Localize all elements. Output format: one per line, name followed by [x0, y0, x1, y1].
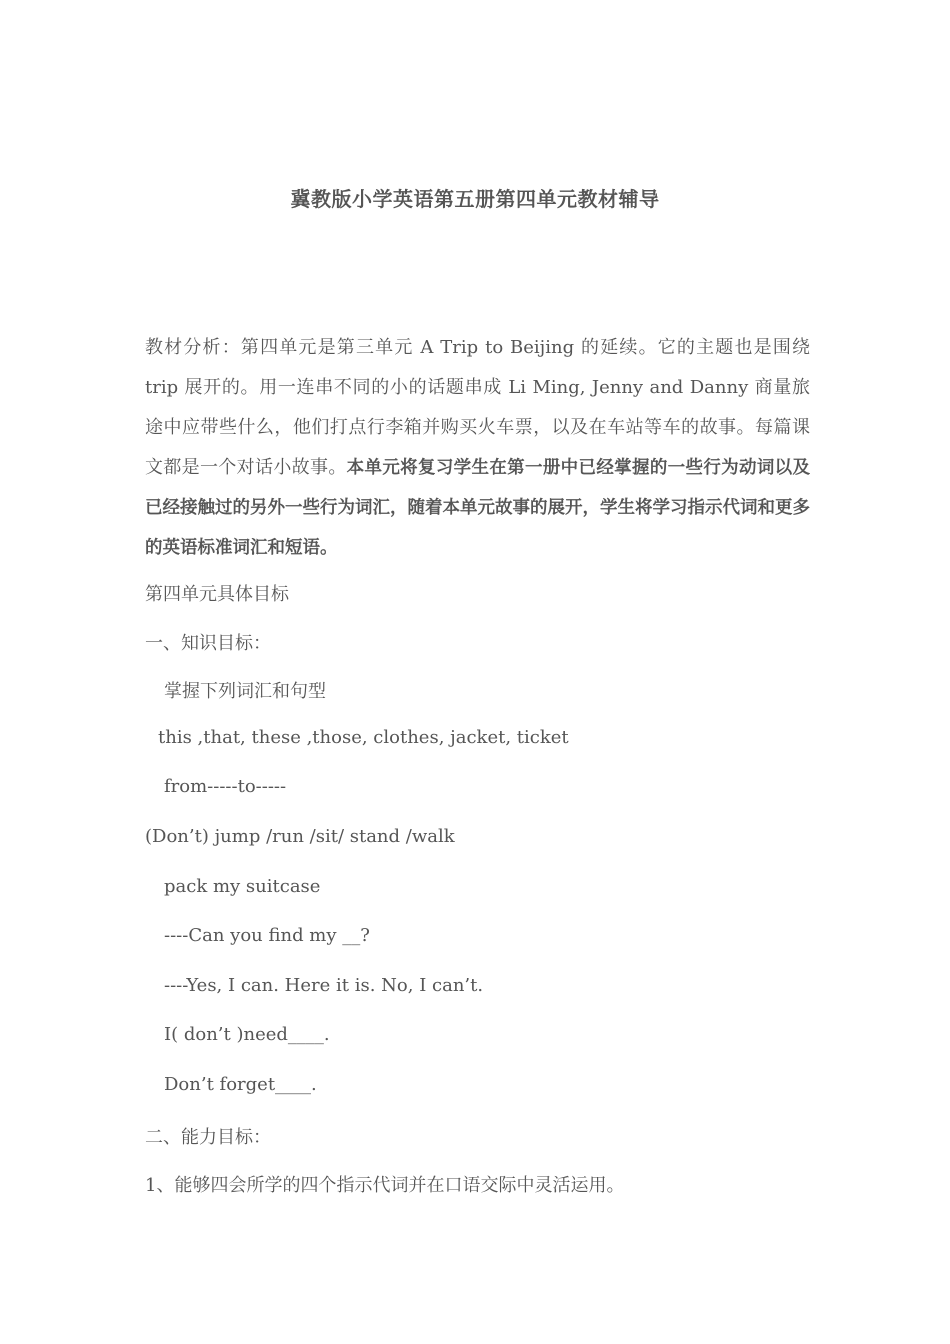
section-heading-ability: 二、能力目标：	[145, 1127, 271, 1148]
document-title: 冀教版小学英语第五册第四单元教材辅导	[290, 187, 660, 211]
phrase-dont-verbs: (Don’t) jump /run /sit/ stand /walk	[145, 826, 455, 847]
phrase-i-need: I( don’t )need____.	[164, 1024, 330, 1045]
phrase-pack-suitcase: pack my suitcase	[164, 876, 321, 897]
analysis-bold-text: 本单元将复习学生在第一册中已经掌握的一些行为动词以及已经接触过的另外一些行为词汇，随着本单元故事的展开，学生将学习指示代词和更多的英语标准词汇和短语。	[145, 458, 811, 558]
analysis-text: 教材分析：第四单元是第三单元 A Trip to Beijing 的延续。它的主题也是围绕 trip 展开的。用一连串不同的小的话题串成 Li Ming, Jenny and Danny 商量旅途中应带些什么，他们打点行李箱并购买火车票，以及在车站等车的故事。每篇课文都是一个对话小故事。	[145, 337, 810, 478]
phrase-from-to: from-----to-----	[164, 776, 287, 797]
phrase-yes-i-can: ----Yes, I can. Here it is. No, I can’t.	[164, 975, 484, 996]
vocab-words: this ,that, these ,those, clothes, jacket, ticket	[158, 727, 569, 748]
section-heading-goals: 第四单元具体目标	[145, 584, 289, 605]
vocab-intro: 掌握下列词汇和句型	[164, 681, 326, 702]
phrase-can-you-find: ----Can you find my __?	[164, 925, 370, 946]
ability-item-1: 1、能够四会所学的四个指示代词并在口语交际中灵活运用。	[145, 1175, 625, 1196]
analysis-paragraph	[145, 328, 810, 568]
section-heading-knowledge: 一、知识目标：	[145, 633, 271, 654]
phrase-dont-forget: Don’t forget____.	[164, 1074, 317, 1095]
